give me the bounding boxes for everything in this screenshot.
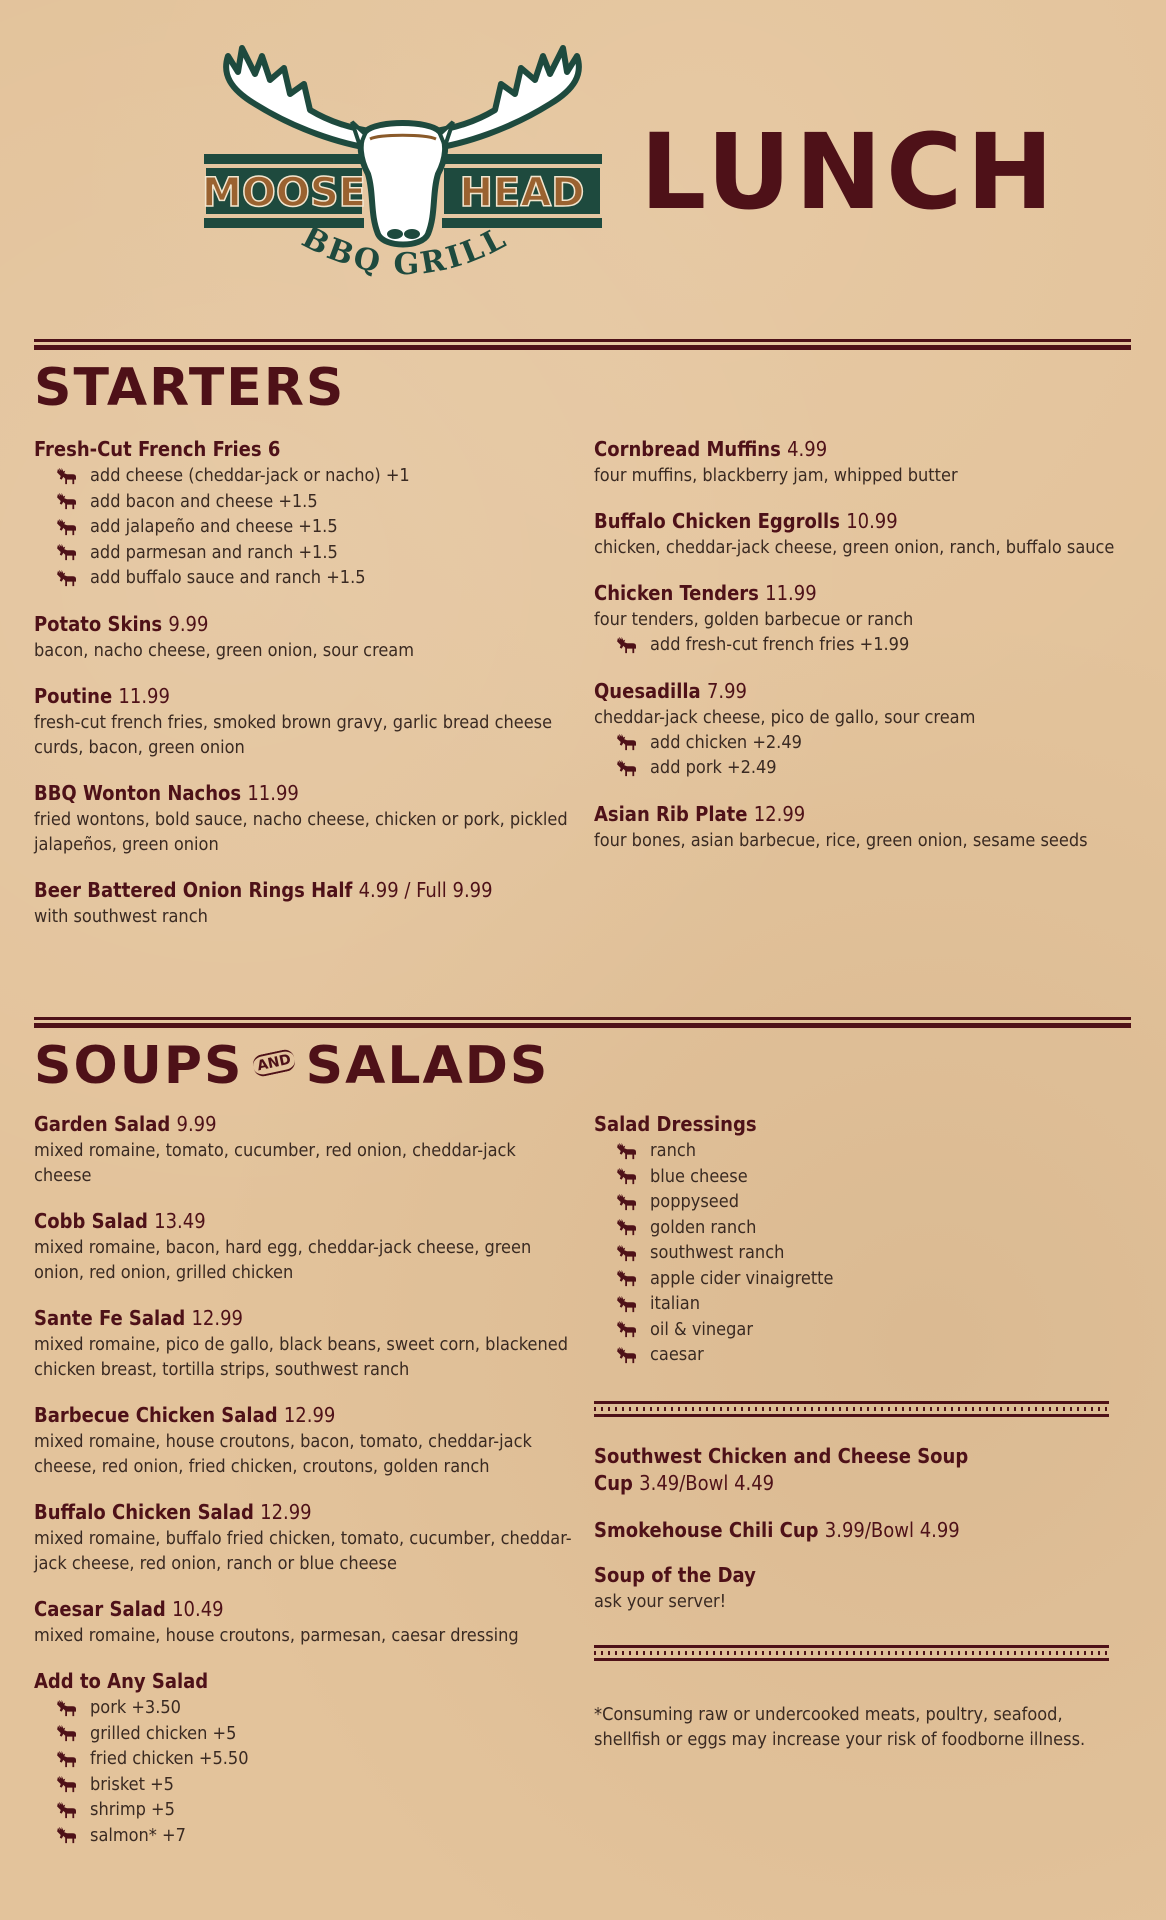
- food-safety-disclaimer: *Consuming raw or undercooked meats, poultry, seafood, shellfish or eggs may increase your risk of foodborne illness.: [594, 1704, 1086, 1750]
- menu-item: [34, 1208, 574, 1285]
- menu-item: [594, 801, 1134, 853]
- section-divider: [34, 1017, 1131, 1027]
- dressing-item: [616, 1317, 1134, 1343]
- item-price: 9.99: [168, 611, 209, 636]
- item-name: [34, 1668, 574, 1695]
- dressing-item: [616, 1342, 1134, 1368]
- item-desc: ask your server!: [594, 1591, 727, 1612]
- dressing-label: apple cider vinaigrette: [650, 1267, 834, 1289]
- addon-item: [56, 1797, 574, 1823]
- item-name: [34, 780, 574, 807]
- item-title: Cornbread Muffins: [594, 437, 781, 461]
- item-desc: mixed romaine, bacon, hard egg, cheddar-jack cheese, green onion, red onion, grilled chicken: [34, 1237, 532, 1283]
- item-price: 12.99: [283, 1403, 336, 1427]
- dressing-item: [616, 1164, 1134, 1190]
- addon-item: [616, 730, 1134, 756]
- item-title: Buffalo Chicken Salad: [34, 1500, 254, 1524]
- addon-item: [616, 755, 1134, 781]
- addon-label: add chicken +2.49: [650, 731, 802, 753]
- addon-label: fried chicken +5.50: [90, 1748, 249, 1769]
- item-desc: chicken, cheddar-jack cheese, green onion, ranch, buffalo sauce: [594, 537, 1115, 558]
- moose-bullet-icon: [56, 492, 78, 510]
- item-title: Buffalo Chicken Eggrolls: [594, 509, 840, 533]
- item-desc: four bones, asian barbecue, rice, green onion, sesame seeds: [594, 829, 1088, 851]
- addon-list: [616, 730, 1134, 781]
- menu-item: [34, 780, 574, 857]
- item-name: [34, 1111, 574, 1138]
- item-price: 7.99: [706, 678, 747, 703]
- item-title: Poutine: [34, 683, 113, 708]
- item-desc: cheddar-jack cheese, pico de gallo, sour cream: [594, 706, 976, 728]
- addon-label: add fresh-cut french fries +1.99: [650, 634, 910, 655]
- item-price: 3.99/Bowl 4.99: [824, 1518, 960, 1542]
- soup-name: Smokehouse Chili Cup: [594, 1518, 819, 1542]
- dressing-label: southwest ranch: [650, 1242, 785, 1263]
- moose-bullet-icon: [616, 759, 638, 777]
- dressing-label: oil & vinegar: [650, 1318, 753, 1340]
- moose-bullet-icon: [56, 569, 78, 587]
- item-title: Potato Skins: [34, 611, 163, 636]
- item-name: [594, 801, 1134, 828]
- moose-bullet-icon: [616, 1295, 638, 1313]
- moose-bullet-icon: [616, 1346, 638, 1364]
- item-name: [594, 1517, 1134, 1544]
- item-title: BBQ Wonton Nachos: [34, 780, 242, 805]
- item-name: [594, 580, 1134, 607]
- item-title: Chicken Tenders: [594, 581, 759, 605]
- addon-label: grilled chicken +5: [90, 1722, 237, 1744]
- menu-item: [594, 1443, 1134, 1497]
- item-price: 11.99: [247, 780, 299, 805]
- menu-item: [34, 1668, 574, 1848]
- addon-label: pork +3.50: [90, 1697, 181, 1718]
- logo-subtitle: BBQ GRILL: [296, 219, 514, 283]
- menu-item: [594, 580, 1134, 658]
- addon-item: [56, 1695, 574, 1721]
- addon-item: [56, 565, 574, 591]
- addon-item: [56, 489, 574, 515]
- item-name: [34, 877, 574, 904]
- moose-bullet-icon: [56, 1775, 78, 1793]
- moose-head-logo: [200, 34, 605, 294]
- title-and: AND: [252, 1048, 298, 1078]
- item-name: Salad Dressings: [594, 1112, 757, 1136]
- item-name: [594, 1443, 1134, 1497]
- item-title: Barbecue Chicken Salad: [34, 1403, 278, 1427]
- dressing-item: [616, 1266, 1134, 1292]
- addon-list: [56, 463, 574, 591]
- item-desc: mixed romaine, house croutons, bacon, tomato, cheddar-jack cheese, red onion, fried chicken, croutons, golden ranch: [34, 1431, 532, 1477]
- moose-bullet-icon: [616, 636, 638, 654]
- item-price: 4.99 / Full 9.99: [358, 877, 493, 902]
- menu-item: [34, 1305, 574, 1382]
- item-desc: mixed romaine, house croutons, parmesan, caesar dressing: [34, 1625, 519, 1646]
- moose-bullet-icon: [56, 1699, 78, 1717]
- menu-item: [34, 683, 574, 760]
- soup-size: Cup: [594, 1471, 633, 1495]
- addon-item: [56, 463, 574, 489]
- logo-word-left: MOOSE: [202, 170, 366, 216]
- dressing-item: [616, 1215, 1134, 1241]
- section-divider: [34, 339, 1131, 349]
- addon-item: [56, 1772, 574, 1798]
- moose-bullet-icon: [56, 1750, 78, 1768]
- antler-left-icon: [226, 48, 375, 149]
- item-title: Asian Rib Plate: [594, 801, 748, 826]
- item-desc: four muffins, blackberry jam, whipped butter: [594, 465, 958, 486]
- item-title: Beer Battered Onion Rings Half: [34, 877, 353, 902]
- logo-word-right: HEAD: [459, 170, 585, 216]
- addon-item: [56, 514, 574, 540]
- menu-item: [34, 1499, 574, 1576]
- item-title: Fresh-Cut French Fries 6: [34, 437, 281, 461]
- menu-item: [34, 611, 574, 663]
- addon-label: add parmesan and ranch +1.5: [90, 541, 338, 563]
- dressing-list: [616, 1138, 1134, 1368]
- item-title: Cobb Salad: [34, 1209, 148, 1233]
- item-title: Garden Salad: [34, 1112, 171, 1136]
- menu-header: [0, 0, 1166, 320]
- item-name: [34, 1499, 574, 1526]
- menu-item: [34, 877, 574, 929]
- item-name: [594, 508, 1134, 535]
- item-desc: fried wontons, bold sauce, nacho cheese, chicken or pork, pickled jalapeños, green onion: [34, 808, 568, 855]
- moose-bullet-icon: [616, 1244, 638, 1262]
- addon-label: brisket +5: [90, 1773, 174, 1795]
- starters-left-column: [34, 436, 574, 949]
- starters-title: STARTERS: [34, 358, 346, 418]
- dressing-label: golden ranch: [650, 1216, 757, 1238]
- title-soups: SOUPS: [34, 1036, 244, 1096]
- moose-bullet-icon: [616, 1269, 638, 1287]
- menu-item: [594, 1517, 1134, 1544]
- item-desc: mixed romaine, buffalo fried chicken, tomato, cucumber, cheddar-jack cheese, red onion, ranch or blue cheese: [34, 1528, 572, 1574]
- addon-label: add buffalo sauce and ranch +1.5: [90, 567, 366, 588]
- menu-item: [594, 436, 1134, 488]
- dressing-label: ranch: [650, 1140, 697, 1161]
- item-price: 9.99: [176, 1112, 217, 1136]
- moose-bullet-icon: [56, 543, 78, 561]
- addon-label: shrimp +5: [90, 1799, 175, 1820]
- item-name: [34, 683, 574, 710]
- item-name: [34, 1402, 574, 1429]
- dressing-item: [616, 1189, 1134, 1215]
- item-name: [34, 1596, 574, 1623]
- soup-name: Southwest Chicken and Cheese Soup: [594, 1444, 969, 1468]
- addon-label: add bacon and cheese +1.5: [90, 490, 318, 512]
- item-name: [34, 1208, 574, 1235]
- dressing-label: caesar: [650, 1344, 704, 1365]
- addon-label: add jalapeño and cheese +1.5: [90, 516, 338, 537]
- item-price: 13.49: [154, 1209, 206, 1233]
- moose-bullet-icon: [616, 1193, 638, 1211]
- dressing-label: poppyseed: [650, 1191, 739, 1212]
- addon-item: [56, 1746, 574, 1772]
- moose-bullet-icon: [616, 733, 638, 751]
- title-salads: SALADS: [305, 1036, 550, 1096]
- menu-item: [594, 1562, 1134, 1614]
- item-title: Sante Fe Salad: [34, 1306, 186, 1330]
- menu-item: [34, 436, 574, 591]
- item-price: 4.99: [787, 437, 828, 461]
- dressing-item: [616, 1291, 1134, 1317]
- moose-bullet-icon: [56, 1826, 78, 1844]
- item-title: Caesar Salad: [34, 1597, 166, 1621]
- menu-item: [34, 1402, 574, 1479]
- page-title: LUNCH: [640, 111, 1058, 233]
- item-price: 10.99: [846, 509, 898, 533]
- item-price: 11.99: [118, 683, 170, 708]
- moose-head-icon: [361, 123, 445, 245]
- salads-left-column: [34, 1111, 574, 1868]
- moose-bullet-icon: [616, 1167, 638, 1185]
- item-title: Quesadilla: [594, 678, 701, 703]
- soups-salads-title: [34, 1036, 550, 1096]
- addon-list: [616, 632, 1134, 658]
- soups-list: [594, 1443, 1134, 1634]
- item-desc: bacon, nacho cheese, green onion, sour cream: [34, 639, 414, 661]
- salad-dressings: [594, 1111, 1134, 1368]
- addon-label: add cheese (cheddar-jack or nacho) +1: [90, 465, 410, 486]
- addon-label: add pork +2.49: [650, 757, 777, 778]
- addon-item: [616, 632, 1134, 658]
- menu-item: [594, 508, 1134, 560]
- moose-bullet-icon: [56, 1801, 78, 1819]
- item-name: [594, 678, 1134, 705]
- item-desc: with southwest ranch: [34, 905, 208, 927]
- item-name: [34, 611, 574, 638]
- menu-item: [594, 678, 1134, 781]
- item-title: Add to Any Salad: [34, 1669, 209, 1693]
- item-price: 12.99: [753, 801, 806, 826]
- item-price: 12.99: [260, 1500, 312, 1524]
- addon-item: [56, 1823, 574, 1849]
- stripe-divider: [594, 1401, 1109, 1417]
- item-price: 10.49: [172, 1597, 224, 1621]
- item-name: [34, 1305, 574, 1332]
- menu-item: [34, 1596, 574, 1648]
- menu-item: [34, 1111, 574, 1188]
- moose-bullet-icon: [56, 1724, 78, 1742]
- item-price: 11.99: [765, 581, 817, 605]
- moose-bullet-icon: [56, 467, 78, 485]
- dressing-item: [616, 1138, 1134, 1164]
- addon-list: [56, 1695, 574, 1848]
- stripe-divider: [594, 1645, 1109, 1661]
- item-desc: four tenders, golden barbecue or ranch: [594, 609, 914, 630]
- dressing-label: blue cheese: [650, 1165, 748, 1187]
- moose-bullet-icon: [616, 1142, 638, 1160]
- item-price: 3.49/Bowl 4.49: [639, 1471, 775, 1495]
- moose-bullet-icon: [56, 518, 78, 536]
- item-desc: mixed romaine, pico de gallo, black beans, sweet corn, blackened chicken breast, tortilla strips, southwest ranch: [34, 1334, 569, 1380]
- item-name: Soup of the Day: [594, 1563, 756, 1587]
- addon-label: salmon* +7: [90, 1824, 186, 1846]
- dressing-label: italian: [650, 1293, 700, 1314]
- item-desc: fresh-cut french fries, smoked brown gravy, garlic bread cheese curds, bacon, green onion: [34, 711, 553, 758]
- item-name: [34, 436, 574, 463]
- dressing-item: [616, 1240, 1134, 1266]
- addon-item: [56, 540, 574, 566]
- starters-right-column: [594, 436, 1134, 873]
- item-desc: mixed romaine, tomato, cucumber, red onion, cheddar-jack cheese: [34, 1140, 516, 1186]
- item-name: [594, 436, 1134, 463]
- item-price: 12.99: [191, 1306, 243, 1330]
- moose-bullet-icon: [616, 1218, 638, 1236]
- addon-item: [56, 1721, 574, 1747]
- antler-right-icon: [430, 48, 579, 149]
- moose-bullet-icon: [616, 1320, 638, 1338]
